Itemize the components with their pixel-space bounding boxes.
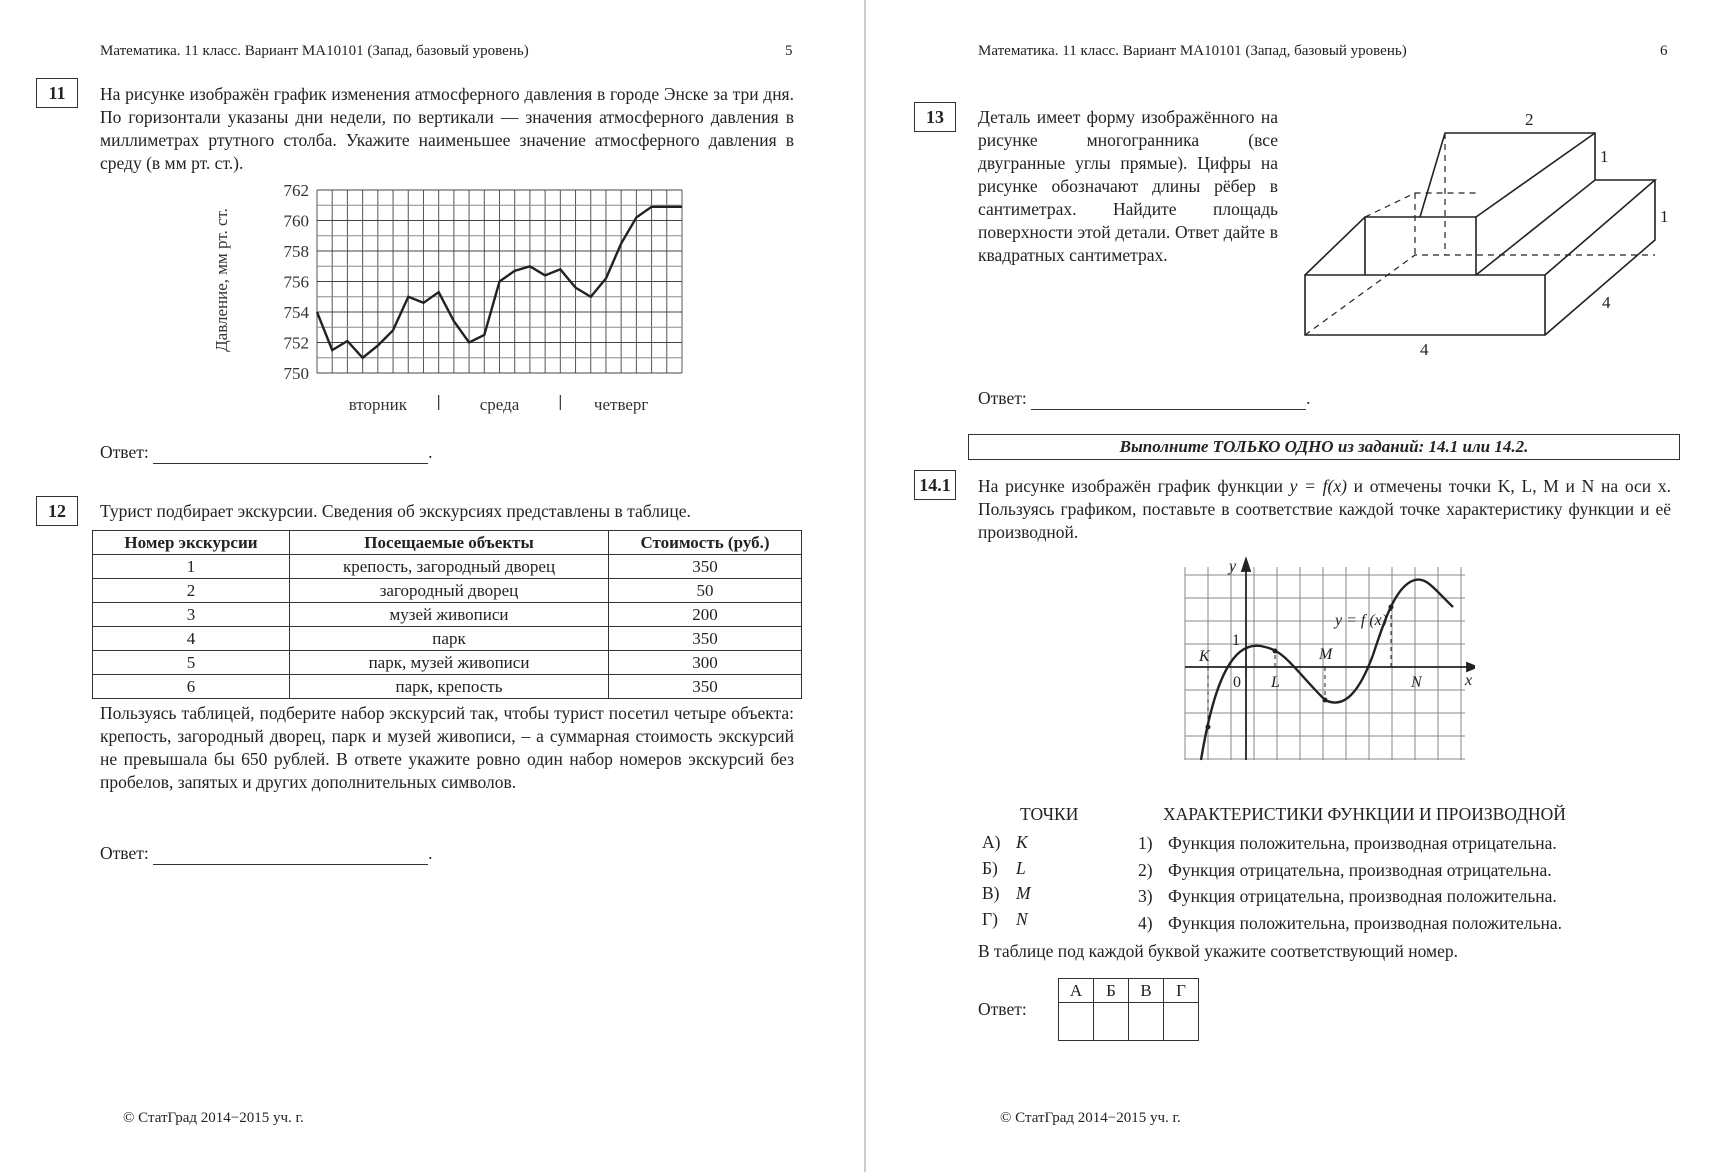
edge-label-upper-height: 1	[1600, 147, 1609, 166]
cell-cost: 350	[609, 555, 802, 579]
chart-day-labels	[349, 395, 649, 414]
point-K-on-graph	[1206, 725, 1211, 730]
y-tick-label: 752	[283, 333, 309, 353]
answer-grid-header-row	[1059, 979, 1199, 1003]
task-12-answer-field[interactable]	[153, 846, 428, 865]
cell-objects: загородный дворец	[290, 579, 609, 603]
list-item	[982, 830, 1031, 856]
task-14-1-answer-label: Ответ:	[978, 999, 1027, 1019]
graph-M-label: M	[1319, 646, 1333, 663]
graph-y-label: y	[1229, 558, 1237, 575]
point-letter: Г)	[982, 908, 998, 929]
cell-number: 1	[93, 555, 290, 579]
task-11-answer-field[interactable]	[153, 445, 428, 464]
list-item	[1138, 910, 1562, 937]
task-12-answer: Ответ: .	[100, 843, 433, 863]
cell-objects: крепость, загородный дворец	[290, 555, 609, 579]
task-14-1-answer-grid	[1058, 978, 1199, 1041]
char-text: Функция отрицательна, производная положительна.	[1168, 886, 1557, 906]
char-number: 4)	[1138, 912, 1153, 933]
y-tick-label: 762	[283, 181, 309, 200]
cell-cost: 350	[609, 627, 802, 651]
list-item	[1138, 857, 1562, 884]
answer-cell-a[interactable]	[1059, 1003, 1094, 1041]
table-row	[93, 651, 802, 675]
point-N-on-graph	[1389, 605, 1394, 610]
point-name: L	[1016, 857, 1026, 878]
cell-objects: парк	[290, 627, 609, 651]
function-graph	[1175, 555, 1475, 770]
task-14-1-text-end: и отмечены точки K, L, M и N на оси x. Пользуясь графиком, поставьте в соответствие каждой точке характеристику функции и её производной.	[978, 476, 1671, 542]
task-11-text: На рисунке изображён график изменения атмосферного давления в городе Энске за три дня. По горизонтали указаны дни недели, по вертикали — значения атмосферного давления в миллиметрах ртутного столба. Укажите наименьшее значение атмосферного давления в среду (в мм рт. ст.).	[100, 84, 794, 173]
task-13-number: 13	[914, 102, 956, 132]
task-13-answer-field[interactable]	[1031, 391, 1306, 410]
y-tick-label: 758	[283, 242, 309, 261]
polyhedron-figure	[1300, 105, 1680, 360]
graph-N-label: N	[1411, 674, 1422, 691]
point-name: M	[1016, 883, 1031, 903]
cell-objects: парк, музей живописи	[290, 651, 609, 675]
char-number: 2)	[1138, 859, 1153, 880]
chart-y-axis-label: Давление, мм рт. ст.	[212, 208, 231, 352]
edge-label-top: 2	[1525, 110, 1534, 129]
task-14-1-formula: y = f(x)	[1289, 476, 1347, 496]
right-page-footer: © СтатГрад 2014−2015 уч. г.	[1000, 1110, 1181, 1126]
task-13-answer: Ответ: .	[978, 388, 1311, 408]
table-row	[93, 603, 802, 627]
point-L-on-graph	[1273, 649, 1278, 654]
y-tick-label: 760	[283, 211, 309, 231]
function-graph-grid	[1185, 567, 1465, 760]
edge-label-depth: 4	[1602, 293, 1611, 312]
points-list	[982, 830, 1031, 932]
cell-number: 4	[93, 627, 290, 651]
cell-number: 5	[93, 651, 290, 675]
cell-cost: 350	[609, 675, 802, 699]
answer-col-b: Б	[1094, 979, 1129, 1003]
task-12-text: Пользуясь таблицей, подберите набор экскурсий так, чтобы турист посетил четыре объекта: крепость, загородный дворец, парк и музей живописи, – а суммарная стоимость экскурсий не превышала бы 650 рублей. В ответе укажите ровно один набор номеров экскурсий без пробелов, запятых и других дополнительных символов.	[100, 703, 794, 792]
task-11-answer-label: Ответ:	[100, 442, 149, 462]
y-tick-label: 756	[283, 272, 309, 292]
answer-cell-v[interactable]	[1129, 1003, 1164, 1041]
cell-objects: музей живописи	[290, 603, 609, 627]
graph-zero-label: 0	[1233, 674, 1241, 691]
pressure-chart	[195, 180, 695, 420]
point-name: K	[1016, 832, 1028, 852]
list-item	[982, 881, 1031, 907]
char-number: 1)	[1138, 833, 1153, 853]
table-row	[93, 627, 802, 651]
col-header-number: Номер экскурсии	[93, 531, 290, 555]
characteristics-title: ХАРАКТЕРИСТИКИ ФУНКЦИИ И ПРОИЗВОДНОЙ	[1163, 804, 1566, 824]
excursions-table	[92, 530, 802, 699]
graph-x-label: x	[1465, 672, 1473, 689]
chart-y-ticks	[284, 181, 310, 383]
cell-cost: 50	[609, 579, 802, 603]
y-tick-label: 750	[283, 364, 309, 383]
task-11-answer: Ответ: .	[100, 442, 433, 462]
answer-cell-g[interactable]	[1164, 1003, 1199, 1041]
list-item	[1138, 883, 1562, 910]
task-13-text: Деталь имеет форму изображённого на рисунке многогранника (все двугранные углы прямые). Цифры на рисунке обозначают длины рёбер в сантиметрах. Найдите площадь поверхности этой детали. Ответ дайте в квадратных сантиметрах.	[978, 107, 1278, 265]
left-page-number: 5	[785, 43, 793, 59]
edge-label-front: 4	[1420, 340, 1429, 359]
answer-col-a: А	[1059, 979, 1094, 1003]
answer-cell-b[interactable]	[1094, 1003, 1129, 1041]
task-13-answer-label: Ответ:	[978, 388, 1027, 408]
list-item	[982, 856, 1031, 882]
day-label: вторник	[348, 395, 407, 414]
cell-number: 6	[93, 675, 290, 699]
task-14-1-instruction: В таблице под каждой буквой укажите соответствующий номер.	[978, 941, 1458, 961]
graph-function-label: y = f (x)	[1335, 612, 1388, 629]
graph-K-label: K	[1199, 648, 1210, 665]
point-name: N	[1016, 908, 1028, 929]
point-M-on-graph	[1323, 698, 1328, 703]
task-14-1-text	[978, 475, 1671, 544]
char-text: Функция отрицательна, производная отрицательна.	[1168, 859, 1552, 880]
answer-col-g: Г	[1164, 979, 1199, 1003]
char-text: Функция положительна, производная положительна.	[1168, 912, 1563, 933]
point-letter: А)	[982, 832, 1001, 852]
col-header-objects: Посещаемые объекты	[290, 531, 609, 555]
right-page-number: 6	[1660, 43, 1668, 59]
list-item	[982, 907, 1031, 933]
task-12-answer-label: Ответ:	[100, 843, 149, 863]
right-page-header: Математика. 11 класс. Вариант МА10101 (Запад, базовый уровень)	[978, 43, 1407, 59]
graph-one-label: 1	[1232, 632, 1240, 649]
cell-objects: парк, крепость	[290, 675, 609, 699]
day-label: среда	[479, 395, 520, 414]
table-row	[93, 675, 802, 699]
task-14-1-text-start: На рисунке изображён график функции	[978, 476, 1290, 496]
list-item	[1138, 830, 1562, 857]
day-label: четверг	[593, 395, 649, 414]
table-row	[93, 579, 802, 603]
left-page-footer: © СтатГрад 2014−2015 уч. г.	[123, 1110, 304, 1126]
page-divider	[864, 0, 866, 1172]
answer-col-v: В	[1129, 979, 1164, 1003]
table-row	[93, 555, 802, 579]
point-letter: Б)	[982, 857, 998, 878]
point-letter: В)	[982, 883, 1000, 903]
task-12-number: 12	[36, 496, 78, 526]
y-tick-label: 754	[283, 303, 309, 322]
cell-cost: 200	[609, 603, 802, 627]
edge-label-right-height: 1	[1660, 207, 1669, 226]
characteristics-list	[1138, 830, 1562, 936]
left-page-header: Математика. 11 класс. Вариант МА10101 (Запад, базовый уровень)	[100, 43, 529, 59]
char-text: Функция положительна, производная отрицательна.	[1168, 833, 1557, 853]
task-14-1-number: 14.1	[914, 470, 956, 500]
char-number: 3)	[1138, 886, 1153, 906]
table-header-row	[93, 531, 802, 555]
cell-number: 2	[93, 579, 290, 603]
col-header-cost: Стоимость (руб.)	[609, 531, 802, 555]
cell-cost: 300	[609, 651, 802, 675]
task-12-intro: Турист подбирает экскурсии. Сведения об экскурсиях представлены в таблице.	[100, 501, 691, 521]
points-title: ТОЧКИ	[1020, 804, 1079, 824]
cell-number: 3	[93, 603, 290, 627]
choice-banner: Выполните ТОЛЬКО ОДНО из заданий: 14.1 или 14.2.	[968, 434, 1680, 460]
graph-L-label: L	[1271, 674, 1280, 691]
task-11-number: 11	[36, 78, 78, 108]
answer-grid-input-row	[1059, 1003, 1199, 1041]
